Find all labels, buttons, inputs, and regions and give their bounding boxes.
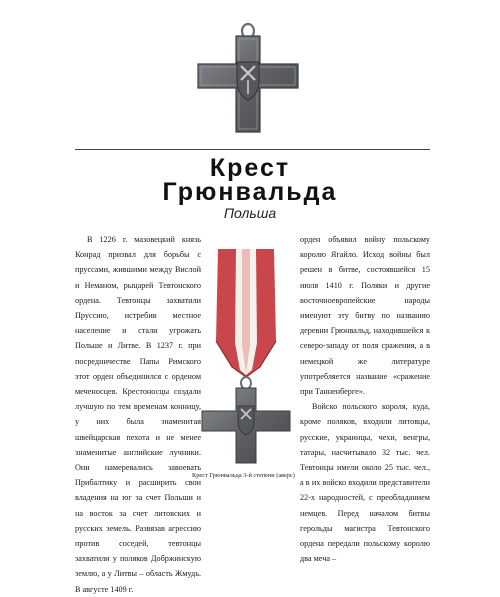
article-title-line1: Крест: [209, 154, 291, 182]
article-title-line2: Грюнвальда: [162, 178, 338, 206]
right-paragraph-1: орден объявил войну польскому королю Ягайло. Исход войны был решен в битве, состоявшейся 15 июля 1410 г. Поляки и другие восточноевропейские народы именуют эту битву по названию деревни Грюнвальд, находившейся к северо-западу от поля сражения, а в немецкой же литературе употребляется название «сражение при Танненберге».: [300, 235, 430, 397]
grunwald-cross-icon: [196, 22, 300, 134]
article-subtitle: Польша: [223, 205, 277, 221]
medal-caption: Крест Грюнвальда 3-й степени (аверс): [192, 472, 295, 479]
left-paragraph: В 1226 г. мазовецкий князь Конрад призвал для борьбы с пруссами, жившими между Вислой и Неманом, рыцарей Тевтонского ордена. Тевтонцы захватили Пруссию, истребив местное население и стали угрожать Польше и Литве. В 1237 г. при посредничестве Папы Римского этот орден объединился с орденом меченосцев. Крестоносцы создали лучшую по тем временам конницу, у них была знаменитая швейцарская пехота и не менее знаменитые английские лучники. Они намеревались завоевать Прибалтику и расширить свои владения на юг за счет Польши и на восток за счет литовских и русских земель. Развязав агрессию против соседей, тевтонцы захватили у поляков Добржинскую землю, а у Литвы – область Жмудь. В августе 1409 г.: [75, 235, 201, 594]
left-column: [75, 232, 201, 597]
header-divider: [75, 149, 430, 150]
medal-ribbon-icon: [196, 245, 296, 465]
right-column: [300, 232, 430, 566]
right-paragraph-2: Войско польского короля, куда, кроме поляков, входили литовцы, русские, украинцы, чехи, венгры, татары, насчитывало 32 тыс. чел. Тевтонцы имели около 25 тыс. чел., а в их войско входили представители 22-х народностей, с преобладанием немцев. Перед началом битвы герольды магистра Тевтонского ордена передали польскому королю два меча –: [300, 402, 430, 564]
